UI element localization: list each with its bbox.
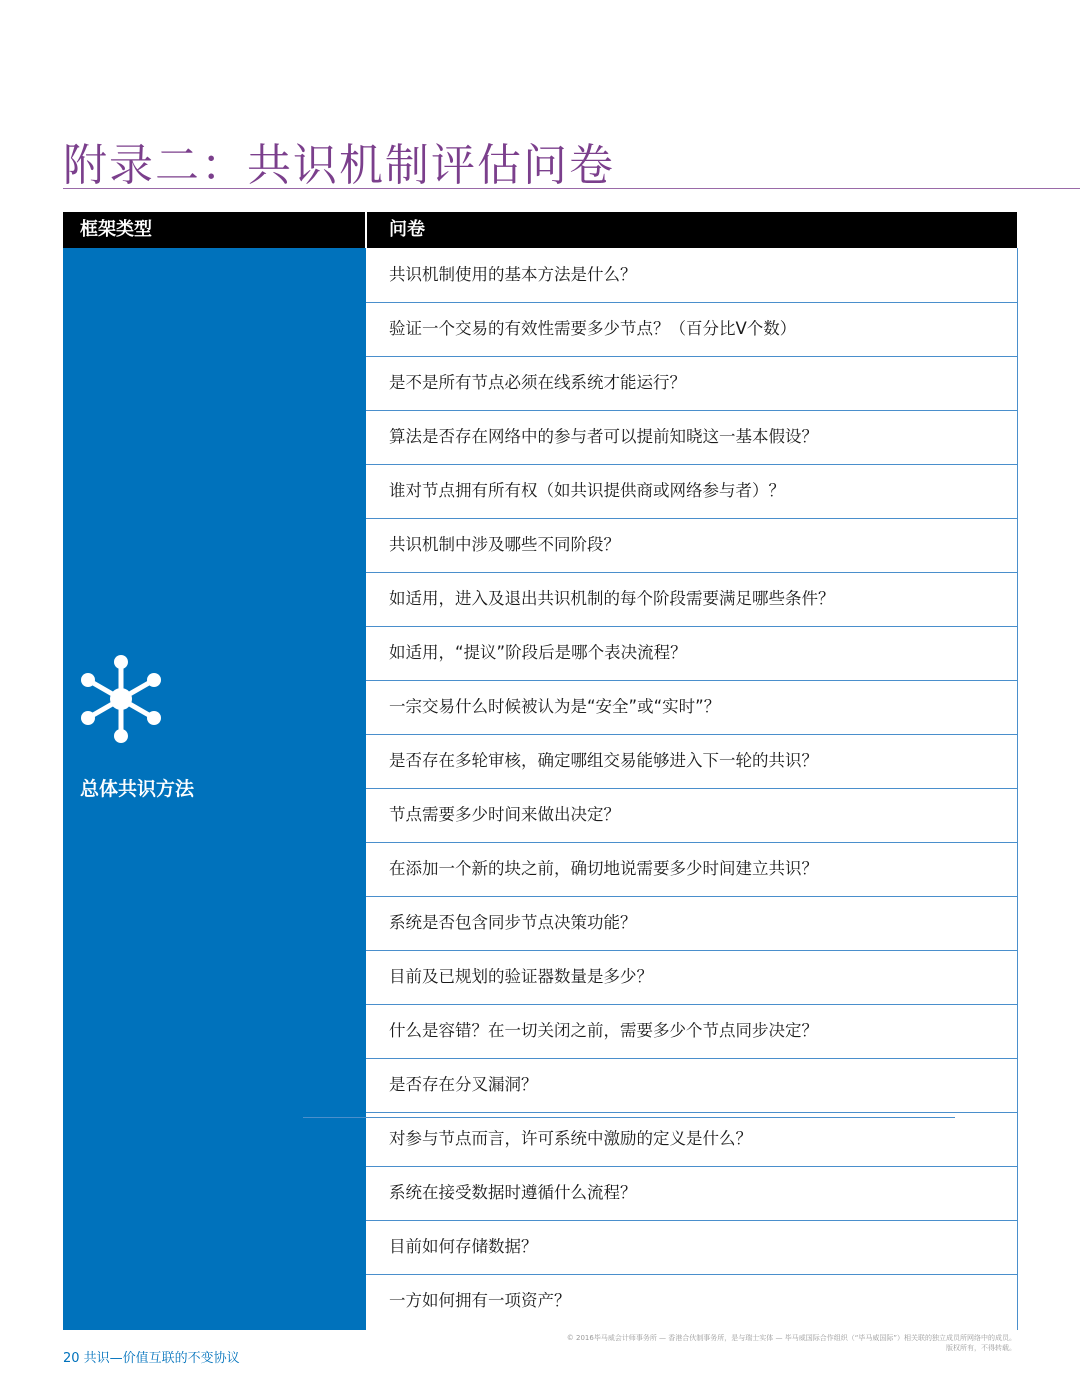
question-text: 系统是否包含同步节点决策功能？ xyxy=(389,913,637,932)
header-divider xyxy=(365,212,367,248)
question-text: 谁对节点拥有所有权（如共识提供商或网络参与者）？ xyxy=(389,481,785,500)
footer-page-label: 20 共识—价值互联的不变协议 xyxy=(63,1351,240,1366)
header-questionnaire: 问卷 xyxy=(389,219,425,240)
question-row xyxy=(366,734,1017,789)
question-row xyxy=(366,518,1017,573)
question-row xyxy=(366,896,1017,951)
question-row xyxy=(366,248,1017,303)
question-row xyxy=(366,1112,1017,1167)
question-text: 如适用，“提议”阶段后是哪个表决流程？ xyxy=(389,643,687,662)
title-divider xyxy=(63,188,1080,189)
question-row xyxy=(366,788,1017,843)
question-text: 共识机制中涉及哪些不同阶段？ xyxy=(389,535,620,554)
question-text: 目前及已规划的验证器数量是多少？ xyxy=(389,967,653,986)
question-row xyxy=(366,1166,1017,1221)
table-bottom-border xyxy=(303,1117,955,1118)
question-text: 什么是容错？在一切关闭之前，需要多少个节点同步决定？ xyxy=(389,1021,818,1040)
question-row xyxy=(366,842,1017,897)
question-row xyxy=(366,950,1017,1005)
question-text: 在添加一个新的块之前，确切地说需要多少时间建立共识？ xyxy=(389,859,818,878)
question-row xyxy=(366,1220,1017,1275)
category-panel xyxy=(63,248,366,1330)
question-text: 一方如何拥有一项资产？ xyxy=(389,1291,571,1310)
question-row xyxy=(366,1274,1017,1328)
question-row xyxy=(366,464,1017,519)
question-text: 是不是所有节点必须在线系统才能运行？ xyxy=(389,373,686,392)
question-list xyxy=(366,248,1018,1330)
question-row xyxy=(366,410,1017,465)
page-title: 附录二：共识机制评估问卷 xyxy=(63,140,615,191)
question-text: 验证一个交易的有效性需要多少节点？（百分比V个数） xyxy=(389,319,797,338)
question-text: 目前如何存储数据？ xyxy=(389,1237,538,1256)
question-text: 一宗交易什么时候被认为是“安全”或“实时”？ xyxy=(389,697,721,716)
question-row xyxy=(366,626,1017,681)
question-text: 共识机制使用的基本方法是什么？ xyxy=(389,265,637,284)
question-row xyxy=(366,1058,1017,1113)
question-row xyxy=(366,572,1017,627)
question-text: 系统在接受数据时遵循什么流程？ xyxy=(389,1183,637,1202)
question-text: 是否存在分叉漏洞？ xyxy=(389,1075,538,1094)
question-row xyxy=(366,1004,1017,1059)
header-framework-type: 框架类型 xyxy=(80,219,152,240)
question-text: 如适用，进入及退出共识机制的每个阶段需要满足哪些条件？ xyxy=(389,589,835,608)
category-label: 总体共识方法 xyxy=(80,778,195,800)
network-nodes-icon xyxy=(79,654,163,744)
question-text: 节点需要多少时间来做出决定？ xyxy=(389,805,620,824)
table-header xyxy=(63,212,1017,248)
question-text: 对参与节点而言，许可系统中激励的定义是什么？ xyxy=(389,1129,752,1148)
question-row xyxy=(366,356,1017,411)
question-text: 是否存在多轮审核，确定哪组交易能够进入下一轮的共识？ xyxy=(389,751,818,770)
question-row xyxy=(366,680,1017,735)
question-text: 算法是否存在网络中的参与者可以提前知晓这一基本假设？ xyxy=(389,427,818,446)
footer-copyright: © 2016毕马威会计师事务所 — 香港合伙制事务所，是与瑞士实体 — 毕马威国际合作组织（“毕马威国际”）相关联的独立成员所网络中的成员。版权所有，不得转载。 xyxy=(566,1334,1016,1352)
question-row xyxy=(366,302,1017,357)
